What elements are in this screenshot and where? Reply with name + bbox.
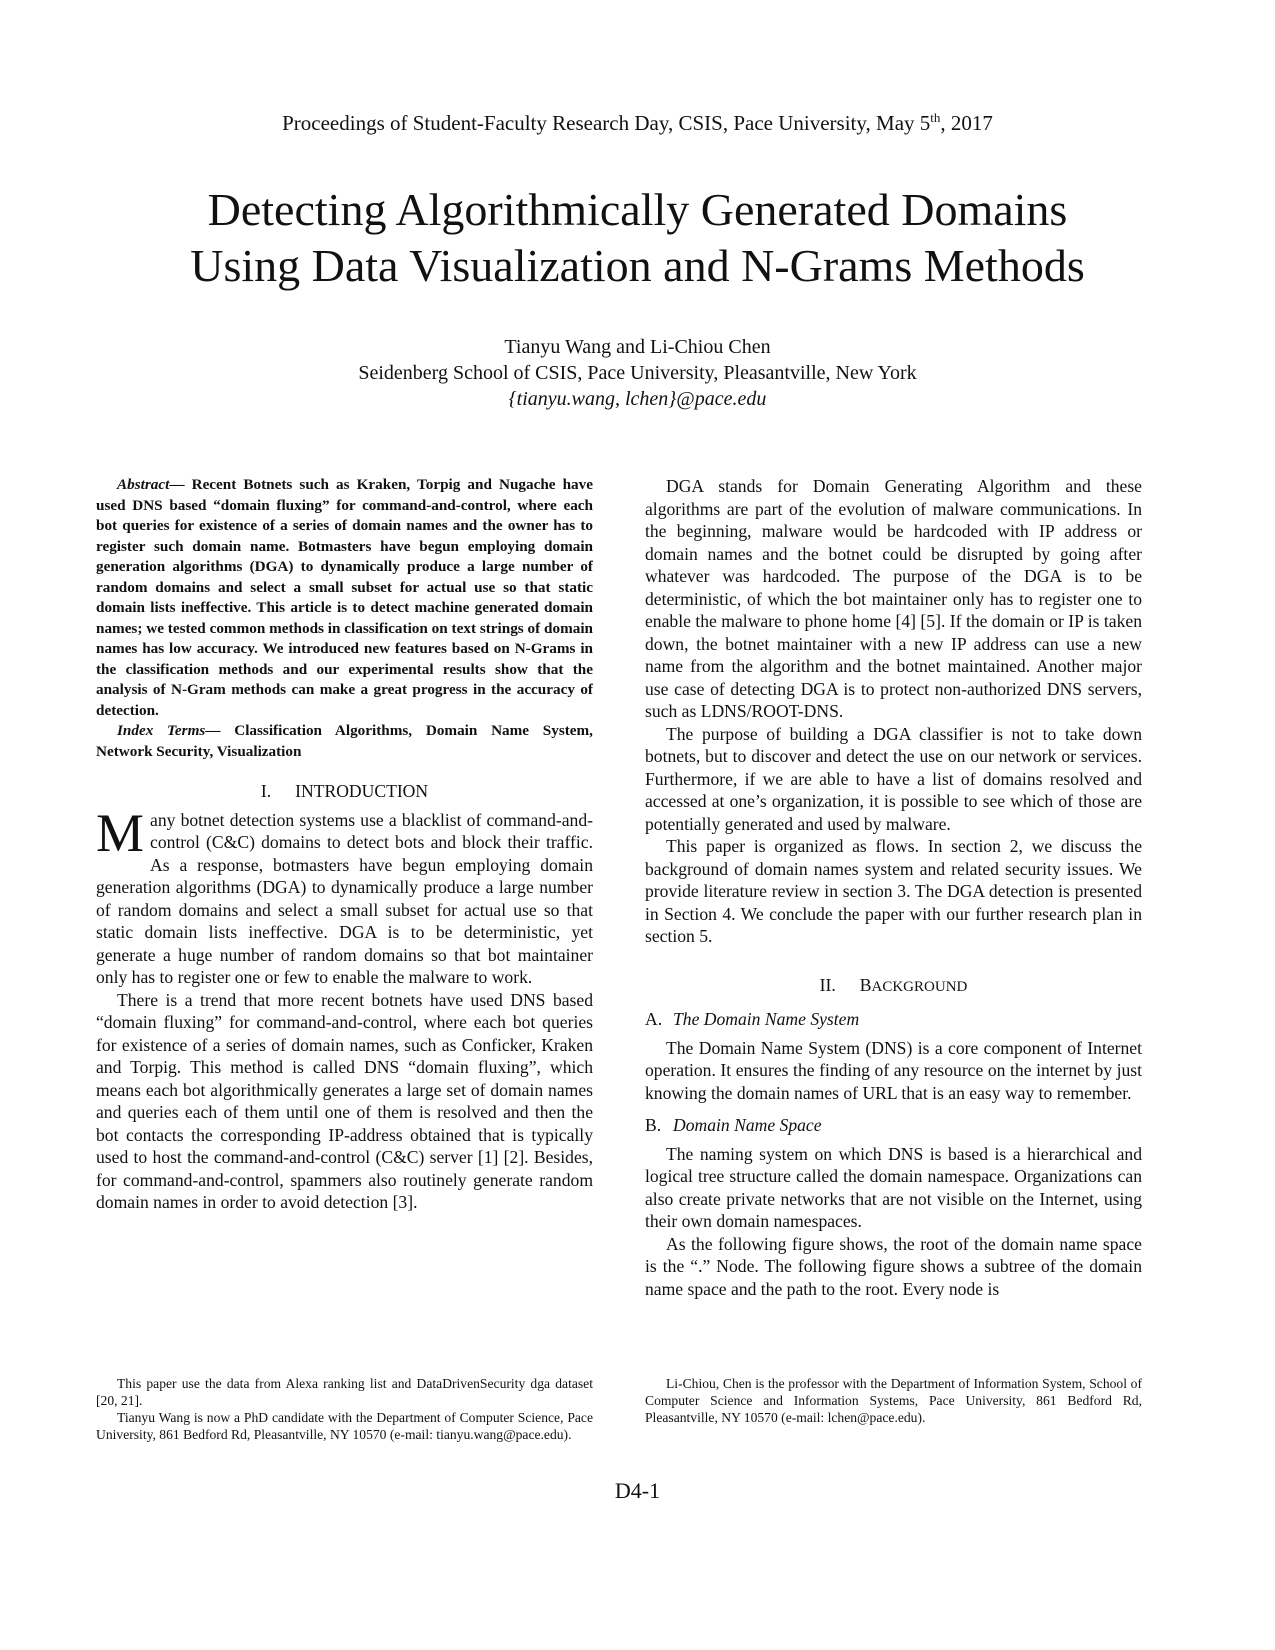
index-terms-text: — Classification Algorithms, Domain Name System, Network Security, Visualization	[96, 722, 593, 760]
abstract-lead: Abstract	[117, 476, 170, 493]
index-terms	[96, 721, 593, 762]
index-terms-lead: Index Terms	[117, 722, 206, 739]
background-paragraph-1: The Domain Name System (DNS) is a core component of Internet operation. It ensures the finding of any resource on the internet by just knowing the domain names of URL that is an easy way to remember.	[645, 1037, 1142, 1103]
author-block	[0, 334, 1275, 412]
section-title: INTRODUCTION	[295, 781, 429, 801]
section-heading-introduction	[96, 780, 593, 803]
intro-paragraph-5: This paper is organized as flows. In section 2, we discuss the background of domain names system and related security issues. We provide literature review in section 3. The DGA detection is presented in Section 4. We conclude the paper with our further research plan in section 5.	[645, 836, 1142, 946]
author-email: {tianyu.wang, lchen}@pace.edu	[508, 388, 767, 410]
section-number: I.	[260, 781, 272, 801]
intro-paragraph-1	[96, 802, 593, 989]
title-line-1: Detecting Algorithmically Generated Domains	[207, 184, 1068, 235]
subsection-heading-namespace	[645, 1114, 1142, 1137]
background-paragraph-3: As the following figure shows, the root of the domain name space is the “.” Node. The following figure shows a subtree of the domain name space and the path to the root. Every node is	[645, 1233, 1142, 1299]
paper-title	[60, 182, 1215, 294]
section-title-first: B	[859, 974, 872, 995]
subsection-heading-dns	[645, 1008, 1142, 1031]
footnote-data-source: This paper use the data from Alexa ranking list and DataDrivenSecurity dga dataset [20, 21].	[96, 1376, 593, 1408]
intro-paragraph-2: There is a trend that more recent botnets have used DNS based “domain fluxing” for command-and-control, where each bot queries for existence of a series of domain names, such as Conficker, Kraken and Torpig. This method is called DNS “domain fluxing”, which means each bot algorithmically generates a large set of domain names and queries each of them until one of them is resolved and then the bot contacts the corresponding IP-address obtained that is typically used to host the command-and-control (C&C) server [1] [2]. Besides, for command-and-control, spammers also routinely generate random domain names in order to avoid detection [3].	[96, 989, 593, 1212]
left-column	[96, 475, 593, 1214]
intro-paragraph-4: The purpose of building a DGA classifier is not to take down botnets, but to discover and detect the use on our network or services. Furthermore, if we are able to have a list of domains resolved and accessed at one’s organization, it is possible to see which of those are potentially generated and used by malware.	[645, 723, 1142, 834]
section-heading-background	[645, 974, 1142, 999]
footnote-author-2: Li-Chiou, Chen is the professor with the Department of Information System, School of Computer Science and Information Systems, Pace University, 861 Bedford Rd, Pleasantville, NY 10570 (e-mail: lchen@pace.edu).	[645, 1376, 1142, 1425]
intro-paragraph-1-text: any botnet detection systems use a blacklist of command-and-control (C&C) domains to detect bots and block their traffic. As a response, botmasters have begun employing domain generation algorithms (DGA) to dynamically produce a large number of random domains and select a small subset for actual use so that static domain lists ineffective. DGA is to be deterministic, yet generate a huge number of random domains so that bot maintainer only has to register one or few to enable the malware to work.	[96, 809, 593, 987]
footnotes-left	[96, 1375, 593, 1443]
drop-cap: M	[96, 802, 145, 863]
subsection-letter: A.	[645, 1009, 663, 1029]
right-column	[645, 475, 1142, 1300]
abstract	[96, 475, 593, 721]
abstract-text: — Recent Botnets such as Kraken, Torpig and Nugache have used DNS based “domain fluxing” for command-and-control, where each bot queries for existence of a series of domain names and the owner has to register such domain name. Botmasters have begun employing domain generation algorithms (DGA) to dynamically produce a large number of random domains and select a small subset for actual use so that static domain lists ineffective. This article is to detect machine generated domain names; we tested common methods in classification on text strings of domain names has low accuracy. We introduced new features based on N-Grams in the classification methods and our experimental results show that the analysis of N-Gram methods can make a great progress in the accuracy of detection.	[96, 476, 593, 719]
section-title-rest: ACKGROUND	[871, 978, 968, 995]
footnotes-right	[645, 1375, 1142, 1426]
proceedings-prefix: Proceedings of Student-Faculty Research Day, CSIS, Pace University, May 5	[282, 111, 931, 135]
author-affiliation: Seidenberg School of CSIS, Pace University, Pleasantville, New York	[358, 362, 917, 384]
subsection-letter: B.	[645, 1115, 662, 1135]
proceedings-suffix: , 2017	[940, 111, 993, 135]
author-names: Tianyu Wang and Li-Chiou Chen	[504, 336, 771, 358]
intro-paragraph-3: DGA stands for Domain Generating Algorithm and these algorithms are part of the evolution of malware communications. In the beginning, malware would be hardcoded with IP address or domain names and the botnet could be disrupted by going after whatever was hardcoded. The purpose of the DGA is to be deterministic, of which the bot maintainer only has to register one to enable the malware to phone home [4] [5]. If the domain or IP is taken down, the botnet maintainer with a new IP address can use a new name from the algorithm and the botnet maintained. Another major use case of detecting DGA is to protect non-authorized DNS servers, such as LDNS/ROOT-DNS.	[645, 476, 1142, 721]
proceedings-sup: th	[930, 110, 941, 125]
footnote-author-1: Tianyu Wang is now a PhD candidate with the Department of Computer Science, Pace University, 861 Bedford Rd, Pleasantville, NY 10570 (e-mail: tianyu.wang@pace.edu).	[96, 1410, 593, 1442]
title-line-2: Using Data Visualization and N-Grams Methods	[190, 240, 1085, 291]
section-number: II.	[819, 974, 836, 995]
subsection-title: Domain Name Space	[673, 1115, 822, 1135]
proceedings-header	[0, 110, 1275, 136]
subsection-title: The Domain Name System	[673, 1009, 860, 1029]
background-paragraph-2: The naming system on which DNS is based is a hierarchical and logical tree structure called the domain namespace. Organizations can also create private networks that are not visible on the Internet, using their own domain namespaces.	[645, 1143, 1142, 1231]
page-number: D4-1	[614, 1478, 661, 1503]
